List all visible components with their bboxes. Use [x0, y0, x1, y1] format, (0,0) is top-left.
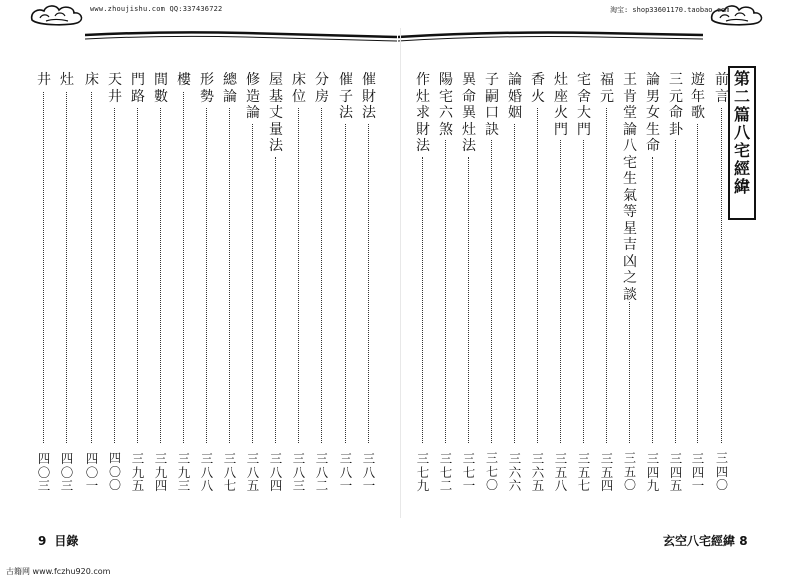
toc-entry-page: 三八一 [362, 451, 376, 493]
leader-dots [422, 157, 423, 443]
toc-entry-title: 形勢 [200, 72, 214, 105]
toc-entry-page: 三九三 [177, 451, 191, 493]
toc-entry-title: 修造論 [246, 72, 260, 121]
toc-entry-title: 屋基丈量法 [269, 72, 283, 154]
toc-entry-page: 三八四 [269, 451, 283, 493]
toc-entry-title: 香火 [531, 72, 545, 105]
toc-entry-page: 三四〇 [715, 451, 728, 492]
leader-dots [206, 108, 207, 443]
header-rule-right [398, 27, 703, 43]
toc-entry-page: 三八五 [246, 451, 260, 493]
toc-entry-title: 間數 [154, 72, 168, 105]
right-page-number: 8 [739, 534, 748, 548]
toc-entry-page: 三四五 [669, 451, 683, 493]
leader-dots [445, 140, 446, 443]
toc-entry-title: 床 [85, 72, 99, 88]
toc-entry-page: 三四九 [646, 451, 660, 493]
leader-dots [560, 140, 561, 443]
leader-dots [137, 108, 138, 443]
toc-entry-page: 三五四 [600, 451, 614, 493]
toc-entry-page: 三六六 [508, 451, 522, 493]
toc-entry-page: 三八二 [315, 451, 329, 493]
toc-entry-page: 三九四 [154, 451, 168, 493]
toc-entry-title: 灶座火門 [554, 72, 568, 138]
page-gutter [400, 28, 401, 518]
toc-entry-title: 論婚姻 [508, 72, 522, 121]
watermark-text: 古籍网 www.fczhu920.com [6, 567, 111, 576]
leader-dots [321, 108, 322, 443]
toc-entry-page: 三八八 [200, 451, 214, 493]
leader-dots [275, 157, 276, 443]
toc-entry-page: 三五〇 [623, 451, 636, 492]
toc-entry-page: 三七一 [462, 451, 476, 493]
leader-dots [652, 157, 653, 443]
leader-dots [229, 108, 230, 443]
leader-dots [629, 302, 630, 443]
footer-left [38, 532, 78, 549]
toc-entry-title: 催財法 [362, 72, 376, 121]
toc-entry-title: 天井 [108, 72, 122, 105]
leader-dots [114, 108, 115, 443]
toc-entry-page: 四〇一 [85, 451, 99, 493]
leader-dots [43, 92, 44, 443]
leader-dots [491, 140, 492, 443]
leader-dots [66, 92, 67, 443]
toc-entry-title: 陽宅六煞 [439, 72, 453, 138]
toc-entry-page: 三八七 [223, 451, 237, 493]
leader-dots [183, 92, 184, 443]
header-left-text: www.zhoujishu.com QQ:337436722 [90, 5, 223, 13]
leader-dots [368, 124, 369, 443]
leader-dots [583, 140, 584, 443]
footer-right [663, 532, 748, 549]
left-page-label: 目錄 [54, 534, 79, 548]
toc-entry-title: 前言 [715, 72, 729, 105]
toc-entry-title: 催子法 [339, 72, 353, 121]
toc-entry-title: 遊年歌 [691, 72, 705, 121]
toc-entry-page: 三九五 [131, 451, 145, 493]
toc-entry-title: 總論 [223, 72, 237, 105]
header-rule-left [85, 27, 397, 43]
part-title: 第二篇八宅經緯 [733, 69, 750, 196]
book-title: 玄空八宅經緯 [663, 534, 736, 548]
leader-dots [697, 124, 698, 443]
leader-dots [537, 108, 538, 443]
toc-entry-page: 四〇三 [60, 451, 74, 493]
left-page-number: 9 [38, 534, 47, 548]
toc-entry-title: 宅舍大門 [577, 72, 591, 138]
toc-entry-title: 門路 [131, 72, 145, 105]
toc-entry-title: 三元命卦 [669, 72, 683, 138]
toc-entry-page: 三七二 [439, 451, 453, 493]
toc-entry-title: 論男女生命 [646, 72, 660, 154]
toc-entry-page: 三八一 [339, 451, 353, 493]
header-right-text: 淘宝: shop33601170.taobao.com [610, 6, 730, 14]
toc-entry-page: 四〇〇 [108, 451, 121, 492]
toc-entry-page: 三五七 [577, 451, 591, 493]
leader-dots [298, 108, 299, 443]
toc-entry-title: 井 [37, 72, 51, 88]
leader-dots [721, 108, 722, 443]
leader-dots [160, 108, 161, 443]
leader-dots [606, 108, 607, 443]
toc-entry-page: 四〇三 [37, 451, 51, 493]
leader-dots [468, 157, 469, 443]
toc-entry-page: 三六五 [531, 451, 545, 493]
toc-entry-page: 三五八 [554, 451, 568, 493]
cloud-ornament-left-icon [28, 2, 86, 28]
toc-entry-page: 三八三 [292, 451, 306, 493]
leader-dots [91, 92, 92, 443]
toc-entry-page: 三四一 [691, 451, 705, 493]
toc-entry-title: 床位 [292, 72, 306, 105]
toc-entry-title: 王肯堂論八宅生氣等星吉凶之談 [623, 72, 637, 303]
part-heading-box [728, 66, 756, 220]
toc-entry-page: 三七九 [416, 451, 430, 493]
toc-entry-title: 福元 [600, 72, 614, 105]
toc-entry-title: 灶 [60, 72, 74, 88]
leader-dots [345, 124, 346, 443]
toc-entry-title: 樓 [177, 72, 191, 88]
toc-entry-page: 三七〇 [485, 451, 498, 492]
leader-dots [514, 124, 515, 443]
leader-dots [675, 140, 676, 443]
toc-entry-title: 作灶求財法 [416, 72, 430, 154]
toc-entry-title: 分房 [315, 72, 329, 105]
leader-dots [252, 124, 253, 443]
toc-entry-title: 異命異灶法 [462, 72, 476, 154]
toc-entry-title: 子嗣口訣 [485, 72, 499, 138]
